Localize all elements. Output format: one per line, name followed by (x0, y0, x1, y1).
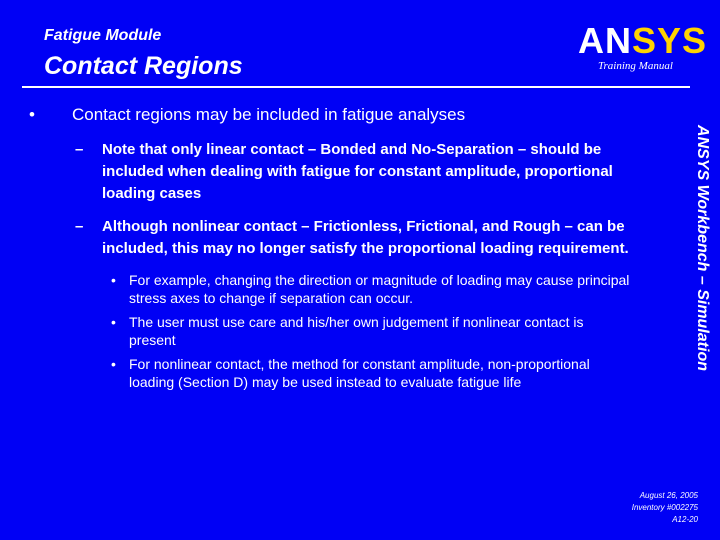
svg-text:ANSYS: ANSYS (578, 20, 708, 58)
bullet-glyph: • (111, 314, 116, 330)
training-manual-label: Training Manual (598, 60, 673, 72)
detail-bullet-text: For example, changing the direction or magnitude of loading may cause principal stress axes to change if separation can occur. (129, 272, 630, 306)
detail-bullet (111, 271, 631, 307)
detail-bullet-text: For nonlinear contact, the method for constant amplitude, non-proportional loading (Section D) may be used instead to evaluate fatigue life (129, 356, 590, 390)
footer-info (632, 490, 698, 526)
sub-bullet-text: Note that only linear contact – Bonded and No-Separation – should be included when dealing with fatigue for constant amplitude, proportional loading cases (102, 141, 613, 202)
module-label: Fatigue Module (44, 27, 162, 44)
dash-glyph: – (75, 141, 84, 158)
footer-date: August 26, 2005 (639, 491, 698, 500)
main-bullet-text: Contact regions may be included in fatigue analyses (72, 105, 466, 124)
sub-bullet (75, 216, 645, 260)
sidebar-text: ANSYS Workbench – Simulation (694, 125, 711, 371)
bullet-glyph: • (29, 105, 35, 124)
ansys-logo (578, 20, 708, 58)
header-divider (22, 86, 690, 88)
footer-page-number: A12-20 (672, 515, 698, 524)
detail-bullet (111, 355, 631, 391)
dash-glyph: – (75, 218, 84, 235)
slide-title: Contact Regions (44, 52, 243, 80)
footer-inventory: Inventory #002275 (631, 503, 698, 512)
bullet-glyph: • (111, 272, 116, 288)
bullet-glyph: • (111, 356, 116, 372)
detail-bullet (111, 313, 631, 349)
vertical-sidebar (688, 88, 716, 408)
sub-bullet-text: Although nonlinear contact – Frictionless, Frictional, and Rough – can be included, this may no longer satisfy the proportional loading requirement. (102, 218, 629, 257)
main-bullet (27, 105, 667, 125)
sub-bullet (75, 139, 645, 205)
slide-body (27, 105, 667, 397)
detail-bullet-text: The user must use care and his/her own judgement if nonlinear contact is present (129, 314, 584, 348)
